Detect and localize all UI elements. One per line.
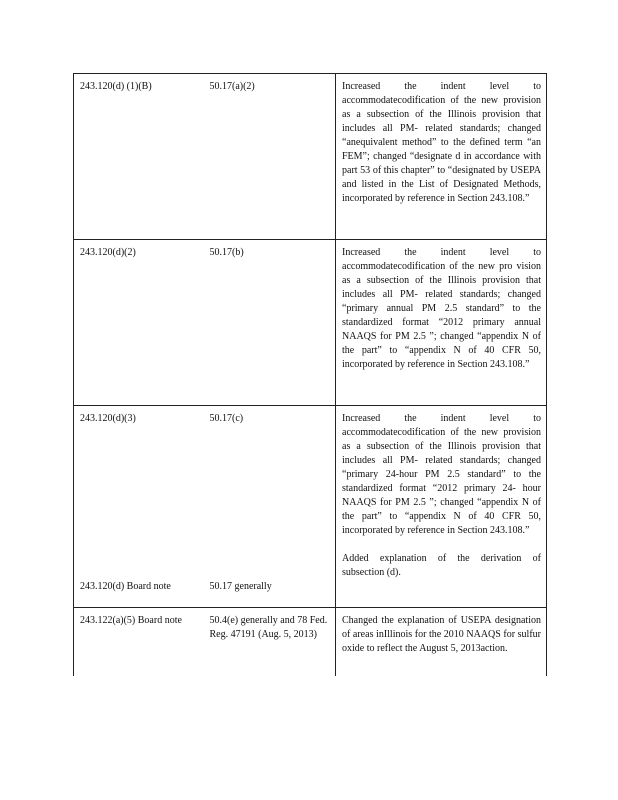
explanation-cell [336,74,547,240]
table-row [74,406,547,608]
cfr-section-cell [204,608,336,676]
illinois-section-cell [74,608,204,676]
explanation-text: Increased the indent level to accommodatecodification of the new provision as a subsection of the Illinois provision that includes all PM- related standards; changed “primary 24-hour PM 2.5 standard” to the standardized format “2012 primary 24- hour NAAQS for PM 2.5 ”; changed “appendix N of the part” to “appendix N of 40 CFR 50, incorporated by reference in Section 243.108.” [342,413,541,536]
board-note-section: 243.120(d) Board note [80,581,171,592]
explanation-cell [336,608,547,676]
illinois-section-cell [74,406,204,608]
illinois-section: 243.120(d) (1)(B) [80,81,152,92]
cfr-section: 50.17(c) [209,413,244,424]
explanation-text: Increased the indent level to accommodatecodification of the new pro vision as a subsection of the Illinois provision that includes all PM- related standards; changed “primary annual PM 2.5 standard” to the standardized format “2012 primary annual NAAQS for PM 2.5 ”; changed “appendix N of the part” to “appendix N of 40 CFR 50, incorporated by reference in Section 243.108.” [342,247,541,370]
comparison-table [73,73,547,676]
illinois-section: 243.122(a)(5) Board note [80,615,182,626]
cfr-section: 50.17(b) [209,247,244,258]
board-note-explanation: Added explanation of the derivation of subsection (d). [342,553,541,578]
board-note-cfr: 50.17 generally [209,581,272,592]
cfr-section: 50.4(e) generally and 78 Fed. Reg. 47191 (Aug. 5, 2013) [209,615,328,640]
explanation-cell [336,406,547,608]
explanation-text: Changed the explanation of USEPA designation of areas inIllinois for the 2010 NAAQS for sulfur oxide to reflect the August 5, 2013action. [342,615,541,654]
illinois-section-cell [74,240,204,406]
table-row [74,74,547,240]
cfr-section-cell [204,406,336,608]
cfr-section-cell [204,74,336,240]
cfr-section: 50.17(a)(2) [209,81,255,92]
table-row [74,608,547,676]
explanation-cell [336,240,547,406]
table-row [74,240,547,406]
explanation-text: Increased the indent level to accommodatecodification of the new provision as a subsection of the Illinois provision that includes all PM- related standards; changed “anequivalent method” to the defined term “an FEM”; changed “designate d in accordance with part 53 of this chapter” to “designated by USEPA and listed in the List of Designated Methods, incorporated by reference in Section 243.108.” [342,81,541,204]
illinois-section: 243.120(d)(2) [80,247,136,258]
cfr-section-cell [204,240,336,406]
illinois-section: 243.120(d)(3) [80,413,136,424]
illinois-section-cell [74,74,204,240]
